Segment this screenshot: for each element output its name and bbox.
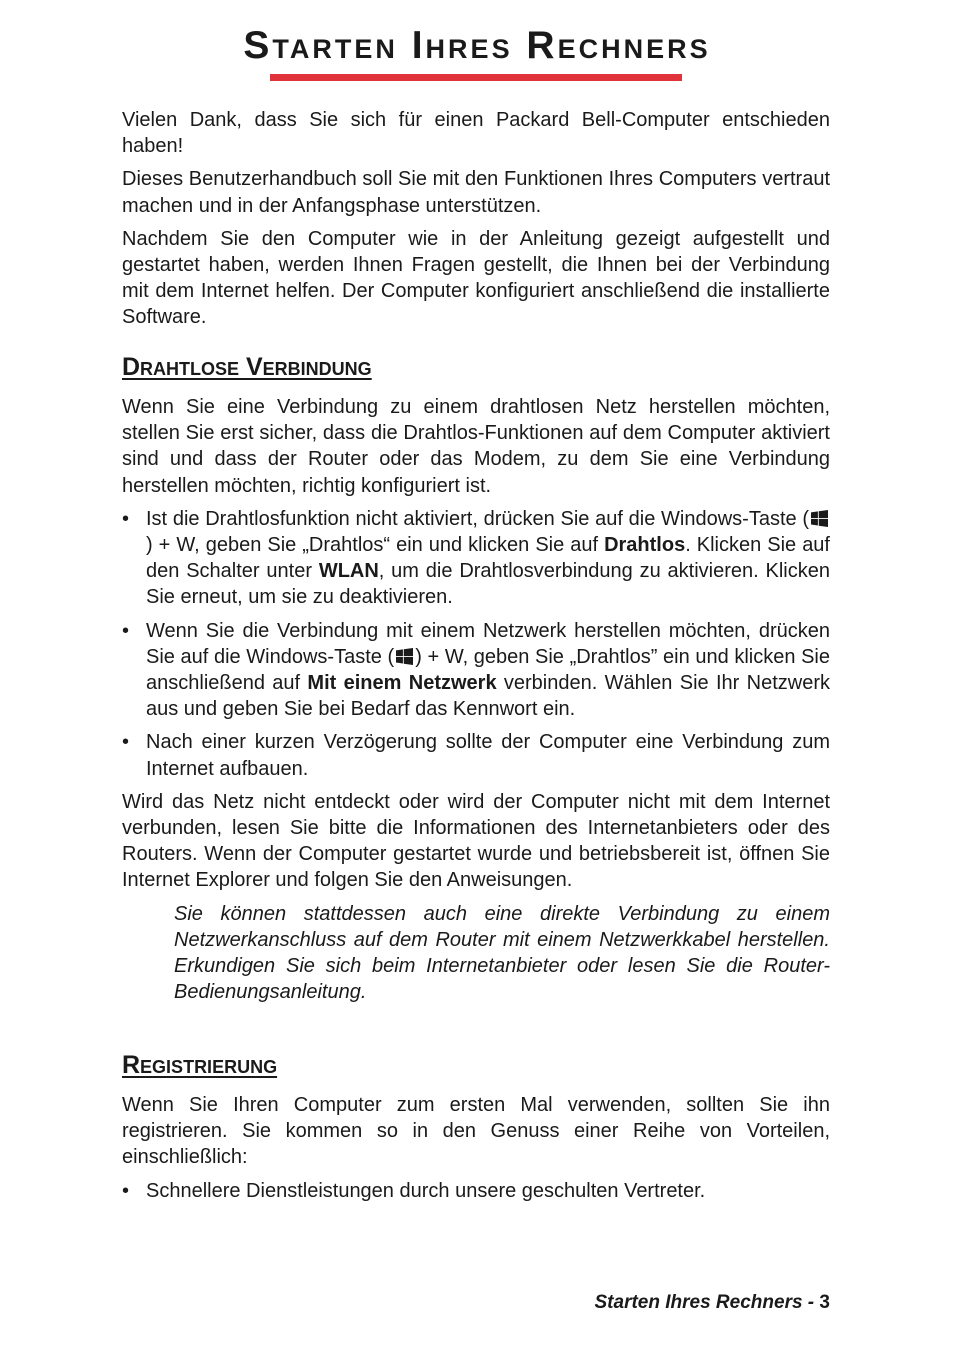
registration-intro: Wenn Sie Ihren Computer zum ersten Mal verwenden, sollten Sie ihn registrieren. Sie kommen so in den Genuss einer Reihe von Vorteilen, einschließlich: <box>122 1094 830 1169</box>
page-footer <box>595 1292 831 1314</box>
bullet-text: verbinden. Wählen Sie Ihr Netzwerk aus und geben Sie bei Bedarf das Kennwort ein. <box>146 672 830 721</box>
bullet-text: Ist die Drahtlosfunktion nicht aktiviert, drücken Sie auf die Windows-Taste ( <box>146 507 809 530</box>
title-underline-rule <box>270 74 682 81</box>
intro-paragraph-3: Nachdem Sie den Computer wie in der Anleitung gezeigt aufgestellt und gestartet haben, werden Ihnen Fragen gestellt, die Ihnen bei der Verbindung mit dem Internet helfen. Der Computer konfiguriert anschließend die installierte Software. <box>122 227 830 329</box>
wireless-intro: Wenn Sie eine Verbindung zu einem drahtlosen Netz herstellen möchten, stellen Sie erst sicher, dass die Drahtlos-Funktionen auf dem Computer aktiviert sind und dass der Router oder das Modem, zu dem Sie eine Verbindung herstellen möchten, richtig konfiguriert ist. <box>122 396 830 497</box>
wireless-note: Sie können stattdessen auch eine direkte Verbindung zu einem Netzwerkanschluss auf dem Router mit einem Netzwerkkabel herstellen. Erkundigen Sie sich beim Internetanbieter oder lesen Sie die Router-Bedienungsanleitung. <box>174 902 830 1004</box>
intro-block <box>122 107 830 338</box>
section-heading-wireless: Drahtlose Verbindung <box>122 353 372 381</box>
wireless-bullet-list <box>122 506 830 782</box>
list-item <box>122 729 830 781</box>
ui-term-network: Mit einem Netzwerk <box>307 672 497 695</box>
section-registration <box>122 1050 830 1211</box>
bullet-text: , um die Drahtlosverbindung zu aktivieren. Klicken Sie erneut, um sie zu deaktivieren. <box>146 560 830 609</box>
bullet-text: Nach einer kurzen Verzögerung sollte der Computer eine Verbindung zum Internet aufbauen. <box>146 731 830 780</box>
list-item <box>122 618 830 723</box>
bullet-text: Wenn Sie die Verbindung mit einem Netzwerk herstellen möchten, drücken Sie auf die Windows-Taste ( <box>146 619 830 668</box>
wireless-after-paragraph: Wird das Netz nicht entdeckt oder wird der Computer nicht mit dem Internet verbunden, lesen Sie bitte die Informationen des Internetanbieters oder des Routers. Wenn der Computer gestartet wurde und betriebsbereit ist, öffnen Sie Internet Explorer und folgen Sie den Anweisungen. <box>122 790 830 892</box>
section-wireless <box>122 352 830 1012</box>
windows-logo-icon <box>811 510 828 527</box>
bullet-text: ) + W, geben Sie „Drahtlos” ein und klicken Sie anschließend auf <box>146 645 830 695</box>
bullet-marker: • <box>122 731 130 754</box>
list-item <box>122 506 830 611</box>
page-number: 3 <box>819 1292 830 1313</box>
page-title-block <box>0 22 954 70</box>
footer-title: Starten Ihres Rechners - <box>594 1292 815 1313</box>
bullet-text: Schnellere Dienstleistungen durch unsere geschulten Vertreter. <box>146 1179 706 1202</box>
section-heading-registration: Registrierung <box>122 1051 278 1079</box>
windows-logo-icon <box>396 648 413 665</box>
bullet-marker: • <box>122 1179 130 1202</box>
list-item <box>122 1178 830 1204</box>
bullet-marker: • <box>122 507 130 530</box>
page-title: Starten Ihres Rechners <box>243 24 711 67</box>
registration-bullet-list <box>122 1178 830 1204</box>
intro-paragraph-2: Dieses Benutzerhandbuch soll Sie mit den Funktionen Ihres Computers vertraut machen und in der Anfangsphase unterstützen. <box>122 168 830 217</box>
bullet-marker: • <box>122 619 130 642</box>
ui-term-drahtlos: Drahtlos <box>604 534 686 557</box>
intro-paragraph-1: Vielen Dank, dass Sie sich für einen Packard Bell-Computer entschieden haben! <box>122 109 830 158</box>
bullet-text: ) + W, geben Sie „Drahtlos“ ein und klicken Sie auf <box>146 534 605 557</box>
bullet-text: . Klicken Sie auf den Schalter unter <box>146 534 830 583</box>
ui-term-wlan: WLAN <box>318 560 379 583</box>
